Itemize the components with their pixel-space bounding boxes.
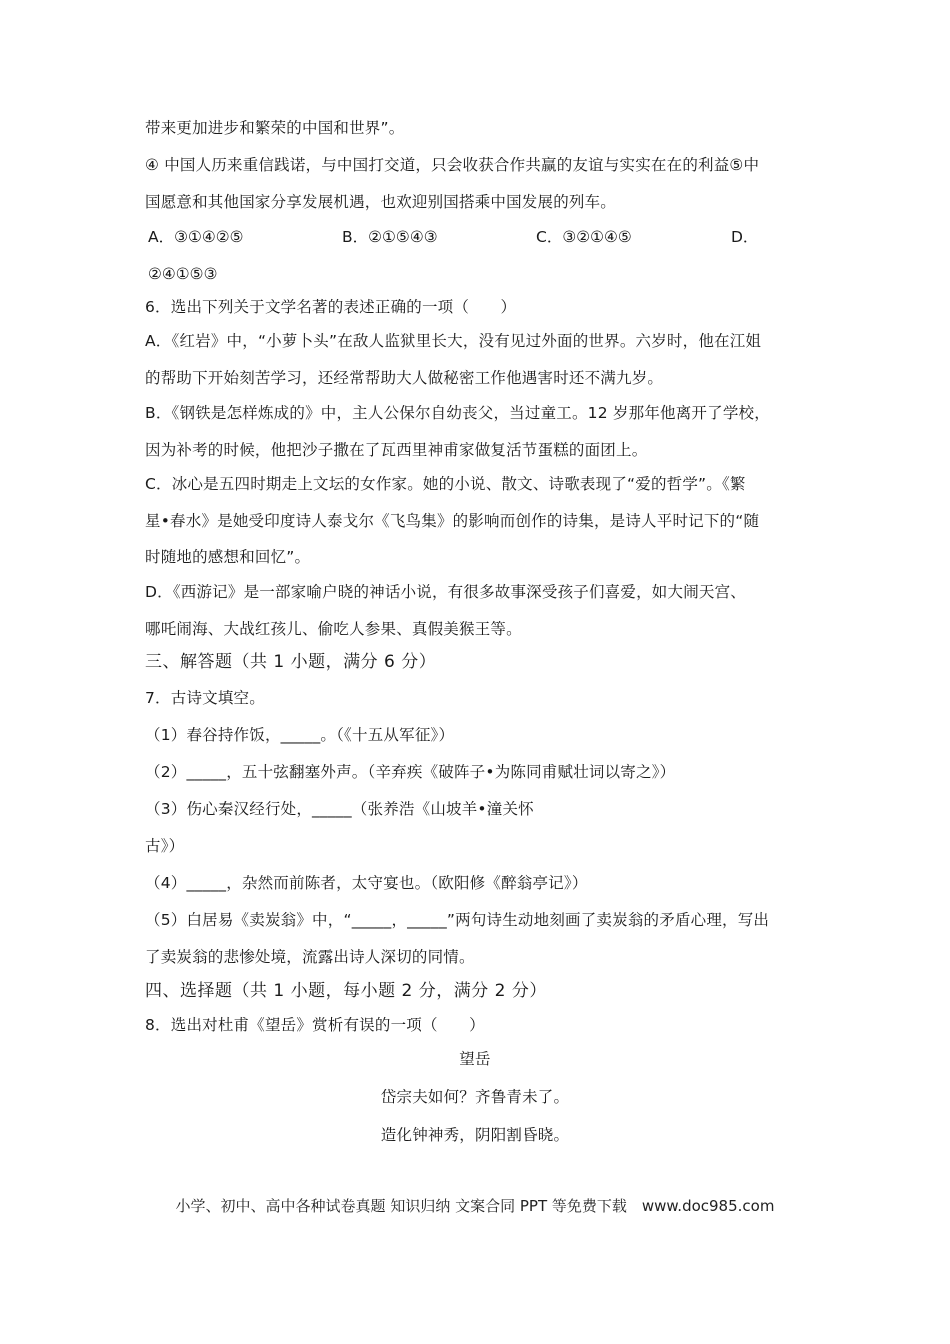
q5-option-b: B．②①⑤④③: [342, 228, 438, 246]
q7-item-4: （4）_____，杂然而前陈者，太守宴也。（欧阳修《醉翁亭记》）: [145, 874, 588, 892]
q6-option-a-line-1: A．《红岩》中，“小萝卜头”在敌人监狱里长大，没有见过外面的世界。六岁时，他在江姐: [145, 332, 762, 350]
q7-item-2: （2）_____，五十弦翻塞外声。（辛弃疾《破阵子•为陈同甫赋壮词以寄之》）: [145, 763, 676, 781]
q5-option-d-content: ②④①⑤③: [148, 265, 218, 283]
q6-option-c-line-3: 时随地的感想和回忆”。: [145, 548, 311, 566]
poem-line-2: 造化钟神秀，阴阳割昏晓。: [380, 1126, 570, 1144]
question-8: 8．选出对杜甫《望岳》赏析有误的一项（ ）: [145, 1016, 485, 1034]
passage-line-2: ④ 中国人历来重信践诺，与中国打交道，只会收获合作共赢的友谊与实实在在的利益⑤中: [145, 156, 760, 174]
q6-option-b-line-2: 因为补考的时候，他把沙子撒在了瓦西里神甫家做复活节蛋糕的面团上。: [145, 441, 648, 459]
q6-option-d-line-2: 哪吒闹海、大战红孩儿、偷吃人参果、真假美猴王等。: [145, 620, 522, 638]
q6-option-c-line-2: 星•春水》是她受印度诗人泰戈尔《飞鸟集》的影响而创作的诗集，是诗人平时记下的“随: [145, 512, 760, 530]
passage-line-1: 带来更加进步和繁荣的中国和世界”。: [145, 119, 405, 137]
q7-item-3-line-2: 古》）: [145, 837, 185, 855]
q6-option-a-line-2: 的帮助下开始刻苦学习，还经常帮助大人做秘密工作他遇害时还不满九岁。: [145, 369, 664, 387]
q5-option-c: C．③②①④⑤: [536, 228, 632, 246]
q6-option-b-line-1: B．《钢铁是怎样炼成的》中，主人公保尔自幼丧父，当过童工。12 岁那年他离开了学校，: [145, 404, 770, 422]
q7-item-3-line-1: （3）伤心秦汉经行处，_____（张养浩《山坡羊•潼关怀: [145, 800, 534, 818]
q5-option-a: A．③①④②⑤: [148, 228, 244, 246]
question-6: 6．选出下列关于文学名著的表述正确的一项（ ）: [145, 298, 517, 316]
passage-line-3: 国愿意和其他国家分享发展机遇，也欢迎别国搭乘中国发展的列车。: [145, 193, 617, 211]
q7-item-5-line-1: （5）白居易《卖炭翁》中，“_____，_____”两句诗生动地刻画了卖炭翁的矛盾心理，写出: [145, 911, 770, 929]
poem-title: 望岳: [459, 1050, 491, 1068]
q5-option-d: D．: [731, 228, 759, 246]
q6-option-c-line-1: C．冰心是五四时期走上文坛的女作家。她的小说、散文、诗歌表现了“爱的哲学”。《繁: [145, 475, 746, 493]
question-7: 7．古诗文填空。: [145, 689, 265, 707]
section-3-heading: 三、解答题（共 1 小题，满分 6 分）: [145, 652, 437, 672]
q7-item-5-line-2: 了卖炭翁的悲惨处境，流露出诗人深切的同情。: [145, 948, 475, 966]
q7-item-1: （1）春谷持作饭，_____。（《十五从军征》）: [145, 726, 455, 744]
page-footer: 小学、初中、高中各种试卷真题 知识归纳 文案合同 PPT 等免费下载 www.doc985.com: [175, 1197, 775, 1215]
q6-option-d-line-1: D．《西游记》是一部家喻户晓的神话小说，有很多故事深受孩子们喜爱，如大闹天宫、: [145, 583, 746, 601]
section-4-heading: 四、选择题（共 1 小题，每小题 2 分，满分 2 分）: [145, 981, 547, 1001]
poem-line-1: 岱宗夫如何？齐鲁青未了。: [380, 1088, 570, 1106]
